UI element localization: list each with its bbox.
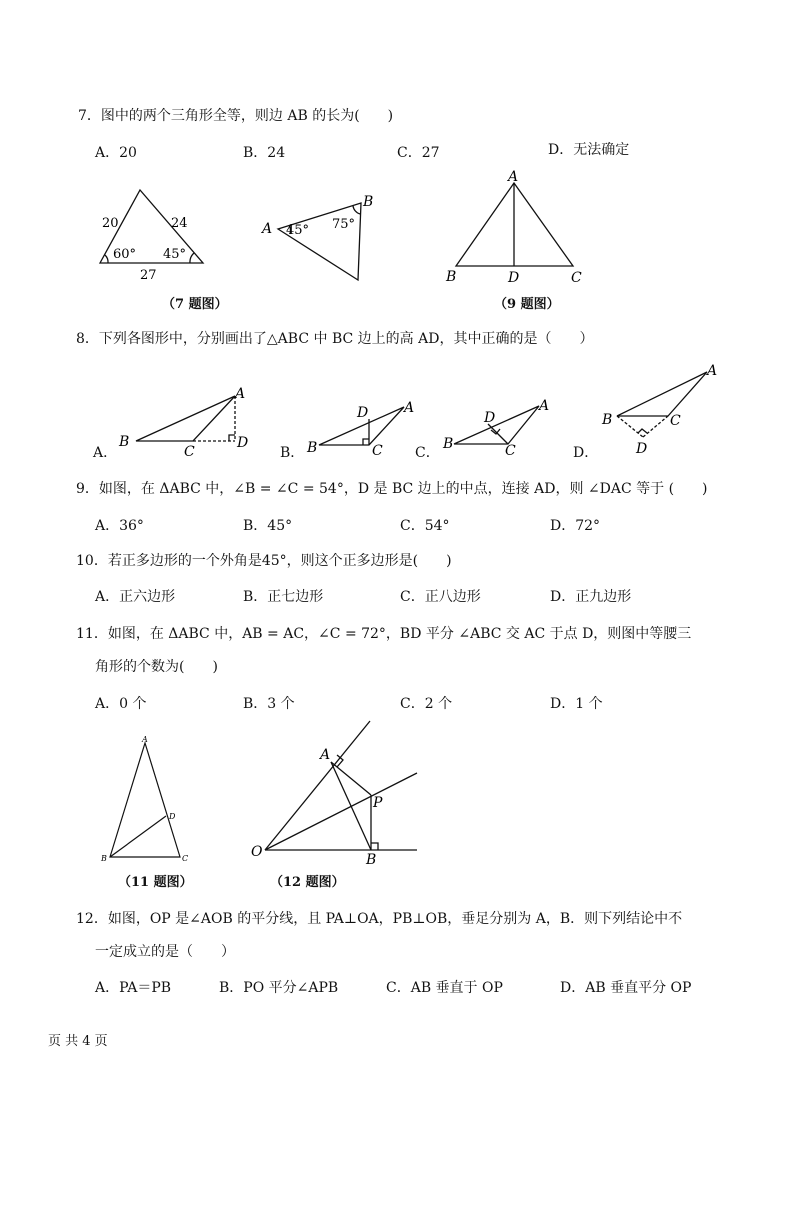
page-footer: 页 共 4 页 <box>48 1034 108 1049</box>
q8-option-a: A． <box>93 445 118 461</box>
fig8a-label-d: D <box>237 435 249 451</box>
fig7-angle-b: 75° <box>332 217 356 232</box>
q11-stem-line1: 11．如图，在 ΔABC 中，AB = AC，∠C = 72°，BD 平分 ∠ABC 交 AC 于点 D，则图中等腰三 <box>76 626 692 642</box>
fig11-label-a: A <box>142 735 148 744</box>
fig8d-height-2 <box>643 416 668 437</box>
fig7-triangle-2 <box>278 203 361 280</box>
q8-option-b: B． <box>280 445 305 461</box>
fig8b-label-a: A <box>404 400 415 416</box>
q12-option-c: C．AB 垂直于 OP <box>386 980 503 996</box>
fig9-label-a: A <box>508 169 519 185</box>
q12-option-a: A．PA＝PB <box>95 980 172 996</box>
q10-option-d: D．正九边形 <box>550 589 632 605</box>
fig8a-label-a: A <box>235 386 246 402</box>
q8-option-c: C． <box>415 445 440 461</box>
q11-option-a: A．0 个 <box>95 696 147 712</box>
fig8c-label-a: A <box>539 398 550 414</box>
q12-option-b: B．PO 平分∠APB <box>219 980 339 996</box>
fig12-label-a: A <box>320 747 331 763</box>
q12-option-d: D．AB 垂直平分 OP <box>560 980 692 996</box>
q7-option-a: A．20 <box>95 145 137 161</box>
fig7-label-a: A <box>262 221 273 237</box>
fig8a-label-c: C <box>184 444 195 460</box>
q8-stem: 8．下列各图形中，分别画出了△ABC 中 BC 边上的高 AD，其中正确的是（ ） <box>76 331 594 347</box>
fig7-arc-60 <box>105 255 108 263</box>
q12-stem-line1: 12．如图，OP 是∠AOB 的平分线，且 PA⊥OA，PB⊥OB，垂足分别为 A，B．则下列结论中不 <box>76 911 683 927</box>
q7-option-c: C．27 <box>397 145 440 161</box>
q10-option-c: C．正八边形 <box>400 589 481 605</box>
fig9-caption: （9 题图） <box>494 297 560 312</box>
fig8-diagram <box>90 360 730 460</box>
q10-option-a: A．正六边形 <box>95 589 176 605</box>
q10-stem: 10．若正多边形的一个外角是45°，则这个正多边形是( ) <box>76 553 452 569</box>
fig7-angle-60: 60° <box>113 247 137 262</box>
fig8d-label-c: C <box>670 413 681 429</box>
fig12-diagram <box>245 715 425 870</box>
fig8d-label-d: D <box>636 441 648 457</box>
fig8c-label-c: C <box>505 443 516 459</box>
fig9-diagram <box>440 168 590 288</box>
q9-option-d: D．72° <box>550 518 601 534</box>
fig9-label-b: B <box>446 269 457 285</box>
fig8d-triangle <box>617 372 707 416</box>
q12-stem-line2: 一定成立的是（ ） <box>95 944 235 960</box>
fig12-label-o: O <box>251 844 263 860</box>
fig12-segment-ab <box>331 762 371 850</box>
q10-option-b: B．正七边形 <box>243 589 324 605</box>
fig12-caption: （12 题图） <box>270 875 345 890</box>
fig8c-label-b: B <box>443 436 454 452</box>
fig8a-triangle <box>136 396 235 441</box>
fig12-label-b: B <box>366 852 377 868</box>
fig11-label-c: C <box>182 854 189 863</box>
fig12-right-angle-b <box>371 843 378 850</box>
fig8c-triangle <box>454 406 539 444</box>
fig7-side-24: 24 <box>171 216 188 231</box>
fig8a-right-angle <box>229 435 235 441</box>
q9-stem: 9．如图，在 ΔABC 中，∠B = ∠C = 54°，D 是 BC 边上的中点，连接 AD，则 ∠DAC 等于 ( ) <box>76 481 708 497</box>
fig7-side-20: 20 <box>102 216 119 231</box>
fig8d-label-a: A <box>707 363 718 379</box>
fig11-bisector-bd <box>110 816 166 857</box>
fig8c-label-d: D <box>484 410 496 426</box>
fig8c-height <box>488 424 508 444</box>
fig8d-height-1 <box>617 416 643 437</box>
fig7-angle-45: 45° <box>163 247 187 262</box>
fig11-caption: （11 题图） <box>118 875 193 890</box>
q9-option-c: C．54° <box>400 518 450 534</box>
q11-option-d: D．1 个 <box>550 696 603 712</box>
fig8b-right-angle <box>363 439 369 445</box>
fig12-label-p: P <box>373 795 383 811</box>
fig11-label-d: D <box>169 812 176 821</box>
fig8b-label-b: B <box>307 440 318 456</box>
q11-option-b: B．3 个 <box>243 696 295 712</box>
fig7-angle-a: 45° <box>286 223 310 238</box>
fig12-ray-oa <box>265 721 370 850</box>
fig11-diagram <box>98 733 198 868</box>
fig8d-label-b: B <box>602 412 613 428</box>
fig8a-label-b: B <box>119 434 130 450</box>
q11-option-c: C．2 个 <box>400 696 453 712</box>
fig9-label-d: D <box>508 270 520 286</box>
q7-stem: 7．图中的两个三角形全等，则边 AB 的长为( ) <box>78 108 394 124</box>
fig7-diagram <box>95 185 385 285</box>
q11-stem-line2: 角形的个数为( ) <box>95 659 218 675</box>
q9-option-a: A．36° <box>95 518 144 534</box>
fig7-label-b: B <box>363 194 374 210</box>
fig8b-label-d: D <box>357 405 369 421</box>
fig8d-right-angle <box>638 429 647 433</box>
fig7-caption: （7 题图） <box>162 297 228 312</box>
q8-option-d: D． <box>573 445 599 461</box>
q7-option-b: B．24 <box>243 145 286 161</box>
fig7-side-27: 27 <box>140 268 157 283</box>
fig7-arc-45 <box>190 253 194 263</box>
fig11-triangle <box>110 743 180 857</box>
fig11-label-b: B <box>101 854 107 863</box>
q7-option-d: D．无法确定 <box>548 142 630 158</box>
fig7-arc-b <box>353 206 360 214</box>
q9-option-b: B．45° <box>243 518 293 534</box>
fig8b-label-c: C <box>372 443 383 459</box>
fig9-label-c: C <box>571 270 582 286</box>
